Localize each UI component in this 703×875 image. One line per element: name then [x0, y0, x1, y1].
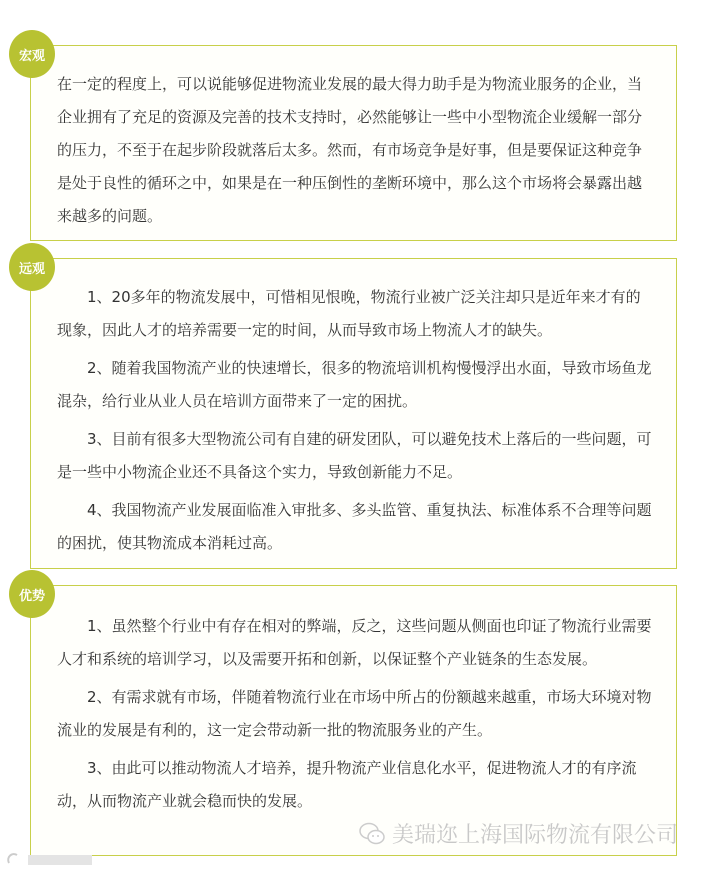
section-text — [57, 281, 654, 560]
paragraph: 3、由此可以推动物流人才培养，提升物流产业信息化水平，促进物流人才的有序流动，从而物流产业就会稳而快的发展。 — [57, 759, 637, 810]
section-macro — [30, 45, 677, 241]
paragraph: 在一定的程度上，可以说能够促进物流业发展的最大得力助手是为物流业服务的企业，当企业拥有了充足的资源及完善的技术支持时，必然能够让一些中小型物流企业缓解一部分的压力，不至于在起步阶段就落后太多。然而，有市场竞争是好事，但是要保证这种竞争是处于良性的循环之中，如果是在一种压倒性的垄断环境中，那么这个市场将会暴露出越来越多的问题。 — [57, 75, 643, 225]
wechat-icon — [358, 821, 386, 847]
section-outlook — [30, 258, 677, 569]
section-text — [57, 610, 654, 818]
logo-icon — [6, 851, 96, 867]
watermark-text: 美瑞迩上海国际物流有限公司 — [391, 823, 678, 848]
section-badge: 远观 — [9, 243, 55, 291]
section-badge: 优势 — [9, 570, 55, 618]
site-logo-watermark — [6, 851, 96, 867]
paragraph: 2、有需求就有市场，伴随着物流行业在市场中所占的份额越来越重，市场大环境对物流业的发展是有利的，这一定会带动新一批的物流服务业的产生。 — [57, 688, 652, 739]
paragraph: 1、20多年的物流发展中，可惜相见恨晚，物流行业被广泛关注却只是近年来才有的现象，因此人才的培养需要一定的时间，从而导致市场上物流人才的缺失。 — [57, 288, 641, 339]
wechat-watermark — [358, 818, 678, 849]
section-advantages — [30, 585, 677, 856]
paragraph: 1、虽然整个行业中有存在相对的弊端，反之，这些问题从侧面也印证了物流行业需要人才和系统的培训学习，以及需要开拓和创新，以保证整个产业链条的生态发展。 — [57, 617, 652, 668]
paragraph: 2、随着我国物流产业的快速增长，很多的物流培训机构慢慢浮出水面，导致市场鱼龙混杂，给行业从业人员在培训方面带来了一定的困扰。 — [57, 359, 652, 410]
section-text — [57, 68, 654, 233]
section-badge: 宏观 — [9, 30, 55, 78]
paragraph: 3、目前有很多大型物流公司有自建的研发团队，可以避免技术上落后的一些问题，可是一些中小物流企业还不具备这个实力，导致创新能力不足。 — [57, 430, 652, 481]
paragraph: 4、我国物流产业发展面临准入审批多、多头监管、重复执法、标准体系不合理等问题的困扰，使其物流成本消耗过高。 — [57, 501, 652, 552]
